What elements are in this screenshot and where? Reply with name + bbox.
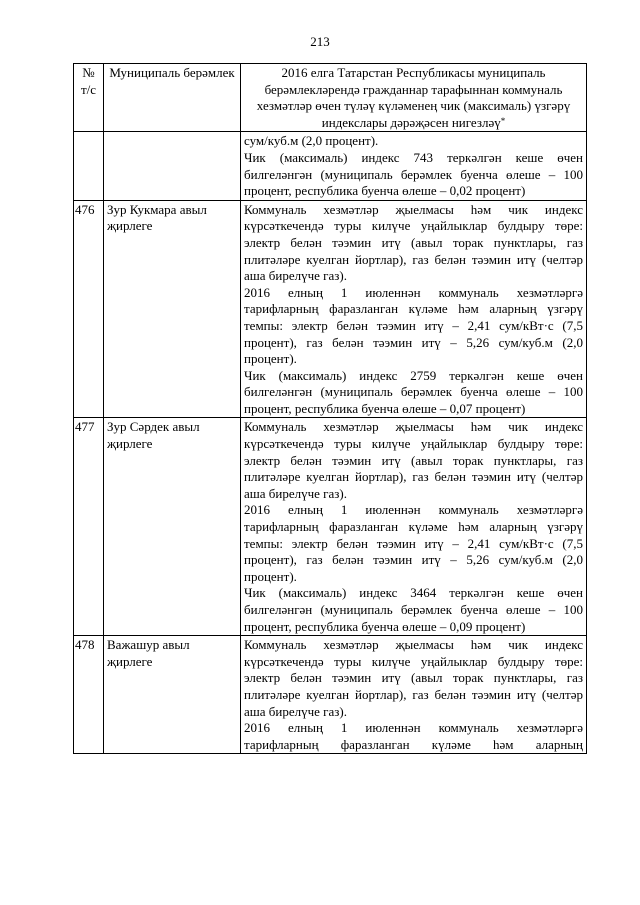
table-row bbox=[74, 636, 587, 754]
header-number: № т/с bbox=[74, 64, 104, 132]
row-description bbox=[241, 200, 587, 418]
description-paragraph: сум/куб.м (2,0 процент). bbox=[244, 133, 379, 149]
description-paragraph: Коммуналь хезмәтләр җыелмасы һәм чик индекс күрсәткечендә туры килүче уңайлыклар булдыру төре: электр белән тәэмин итү (авыл торак пунктлары, газ плитәләре куелган йортлар), газ белән тәэмин итү (челтәр аша бирелүче газ). bbox=[244, 637, 583, 719]
description-paragraph: Коммуналь хезмәтләр җыелмасы һәм чик индекс күрсәткечендә туры килүче уңайлыклар булдыру төре: электр белән тәэмин итү (авыл торак пунктлары, газ плитәләре куелган йортлар), газ белән тәэмин итү (челтәр аша бирелүче газ). bbox=[244, 201, 583, 284]
row-municipality: Зур Сәрдек авыл җирлеге bbox=[104, 418, 241, 636]
description-paragraph: Чик (максималь) индекс 3464 теркәлгән кеше өчен билгеләнгән (муниципаль берәмлек буенча өлеше – 100 процент, республика буенча өлеше – 0,09 процент) bbox=[244, 585, 583, 634]
row-number: 477 bbox=[74, 418, 104, 636]
header-description-text: 2016 елга Татарстан Республикасы муниципаль берәмлекләрендә гражданнар тарафыннан коммуналь хезмәтләр өчен түләү күләменең чик (максималь) үзгәрү индекслары дәрәҗәсен нигезләү bbox=[256, 65, 571, 130]
description-paragraph: 2016 елның 1 июленнән коммуналь хезмәтләргә тарифларның фаразланган күләме һәм аларның bbox=[244, 720, 583, 752]
header-municipality: Муниципаль берәмлек bbox=[104, 64, 241, 132]
row-description bbox=[241, 418, 587, 636]
description-paragraph: Коммуналь хезмәтләр җыелмасы һәм чик индекс күрсәткечендә туры килүче уңайлыклар булдыру төре: электр белән тәэмин итү (авыл торак пунктлары, газ плитәләре куелган йортлар), газ белән тәэмин итү (челтәр аша бирелүче газ). bbox=[244, 419, 583, 501]
row-municipality: Зур Кукмара авыл җирлеге bbox=[104, 200, 241, 418]
page-number: 213 bbox=[310, 34, 330, 49]
table-row bbox=[74, 200, 587, 418]
header-description bbox=[241, 64, 587, 132]
table-row bbox=[74, 418, 587, 636]
row-number: 478 bbox=[74, 636, 104, 754]
description-paragraph: Чик (максималь) индекс 2759 теркәлгән кеше өчен билгеләнгән (муниципаль берәмлек буенча өлеше – 100 процент, республика буенча өлеше – 0,07 процент) bbox=[244, 367, 583, 416]
row-number: 476 bbox=[74, 200, 104, 418]
row-municipality: Важашур авыл җирлеге bbox=[104, 636, 241, 754]
description-paragraph: 2016 елның 1 июленнән коммуналь хезмәтләргә тарифларның фаразланган күләме һәм аларның үзгәрү темпы: электр белән тәэмин итү – 2,41 сум/кВт·с (7,5 процент), газ белән тәэмин итү – 5,26 сум/куб.м (2,0 процент). bbox=[244, 502, 583, 584]
tariff-index-table bbox=[73, 63, 587, 754]
description-paragraph: 2016 елның 1 июленнән коммуналь хезмәтләргә тарифларның фаразланган күләме һәм аларның үзгәрү темпы: электр белән тәэмин итү – 2,41 сум/кВт·с (7,5 процент), газ белән тәэмин итү – 5,26 сум/куб.м (2,0 процент). bbox=[244, 284, 583, 367]
row-municipality bbox=[104, 132, 241, 200]
footnote-mark: * bbox=[500, 115, 506, 126]
table-row bbox=[74, 132, 587, 200]
row-description bbox=[241, 636, 587, 754]
row-number bbox=[74, 132, 104, 200]
description-paragraph: Чик (максималь) индекс 743 теркәлгән кеше өчен билгеләнгән (муниципаль берәмлек буенча өлеше – 100 процент, республика буенча өлеше – 0,02 процент) bbox=[244, 149, 583, 199]
row-description bbox=[241, 132, 587, 200]
table-header-row bbox=[74, 64, 587, 132]
